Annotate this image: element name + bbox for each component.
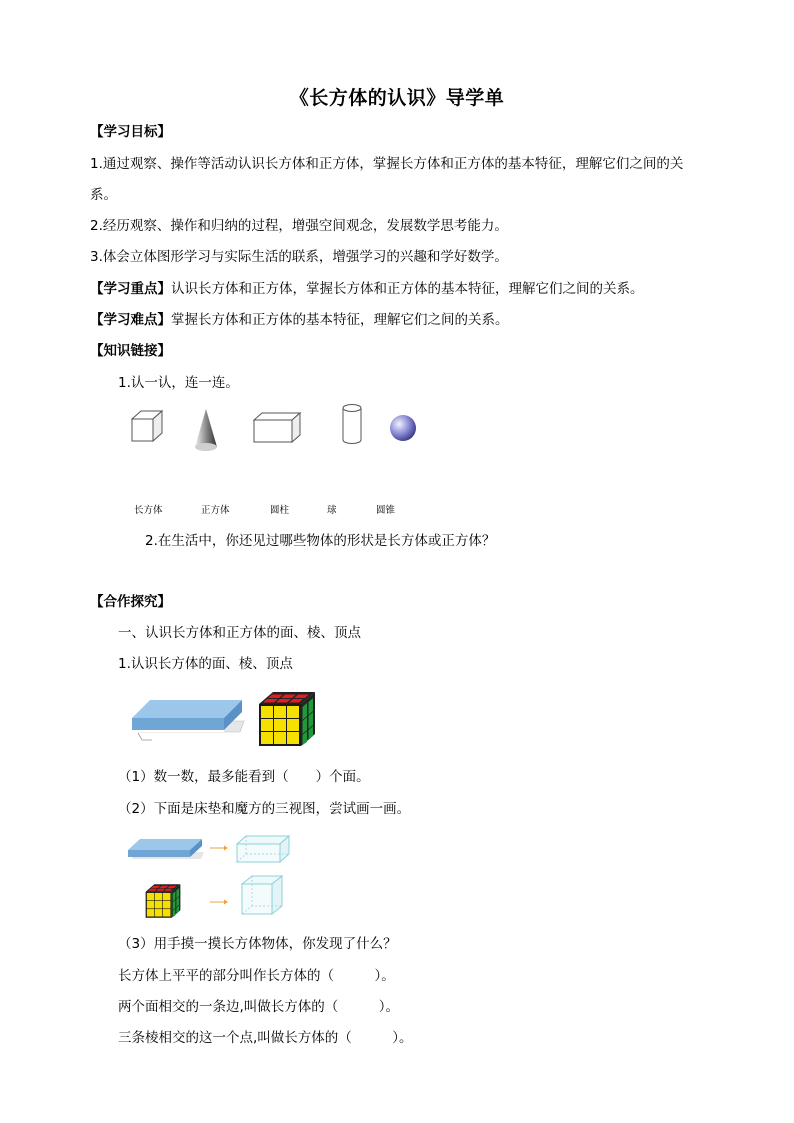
cylinder-figure [341, 403, 363, 445]
explore-q3: （3）用手摸一摸长方体物体，你发现了什么？ [118, 936, 397, 952]
goal-1: 1.通过观察、操作等活动认识长方体和正方体，掌握长方体和正方体的基本特征，理解它们之间的关 [90, 156, 684, 172]
cuboid-figure [252, 411, 302, 443]
explore-section-1: 一、认识长方体和正方体的面、棱、顶点 [118, 625, 361, 641]
difficulty [90, 310, 509, 330]
mattress-image [128, 690, 244, 742]
fill-vertex: 三条棱相交的这一个点,叫做长方体的（ ）。 [118, 1030, 413, 1046]
goal-3: 3.体会立体图形学习与实际生活的联系，增强学习的兴趣和学好数学。 [90, 249, 508, 265]
cone-figure [193, 408, 219, 454]
goal-2: 2.经历观察、操作和归纳的过程，增强空间观念，发展数学思考能力。 [90, 218, 508, 234]
goals-heading: 【学习目标】 [90, 124, 171, 140]
goal-1-cont: 系。 [90, 187, 117, 203]
link-heading: 【知识链接】 [90, 343, 171, 359]
page-title: 《长方体的认识》导学单 [289, 87, 505, 109]
label-cylinder: 圆柱 [270, 505, 290, 516]
key-point-label: 【学习重点】 [90, 281, 171, 297]
difficulty-text: 掌握长方体和正方体的基本特征，理解它们之间的关系。 [171, 312, 509, 328]
sphere-figure [389, 414, 417, 442]
key-point-text: 认识长方体和正方体，掌握长方体和正方体的基本特征，理解它们之间的关系。 [171, 281, 644, 297]
rubiks-cube-thumbnail [144, 883, 182, 919]
explore-q2: （2）下面是床垫和魔方的三视图，尝试画一画。 [118, 801, 411, 817]
cuboid-outline-figure [235, 834, 291, 864]
mattress-thumbnail [126, 834, 204, 864]
explore-q1: （1）数一数，最多能看到（ ）个面。 [118, 769, 370, 785]
label-sphere: 球 [327, 505, 337, 516]
fill-face: 长方体上平平的部分叫作长方体的（ ）。 [118, 968, 395, 984]
arrow-icon [210, 898, 228, 906]
key-point [90, 279, 644, 299]
link-q1: 1.认一认，连一连。 [118, 375, 239, 391]
link-q2: 2.在生活中，你还见过哪些物体的形状是长方体或正方体？ [145, 533, 496, 549]
fill-edge: 两个面相交的一条边,叫做长方体的（ ）。 [118, 999, 400, 1015]
cube-figure [128, 408, 164, 444]
rubiks-cube-image [257, 690, 317, 748]
difficulty-label: 【学习难点】 [90, 312, 171, 328]
explore-heading: 【合作探究】 [90, 594, 171, 610]
arrow-icon [210, 844, 228, 852]
label-cube: 正方体 [201, 505, 230, 516]
cube-outline-figure [240, 874, 284, 916]
explore-sub-1: 1.认识长方体的面、棱、顶点 [118, 656, 293, 672]
label-cone: 圆锥 [376, 505, 396, 516]
label-cuboid: 长方体 [134, 505, 163, 516]
